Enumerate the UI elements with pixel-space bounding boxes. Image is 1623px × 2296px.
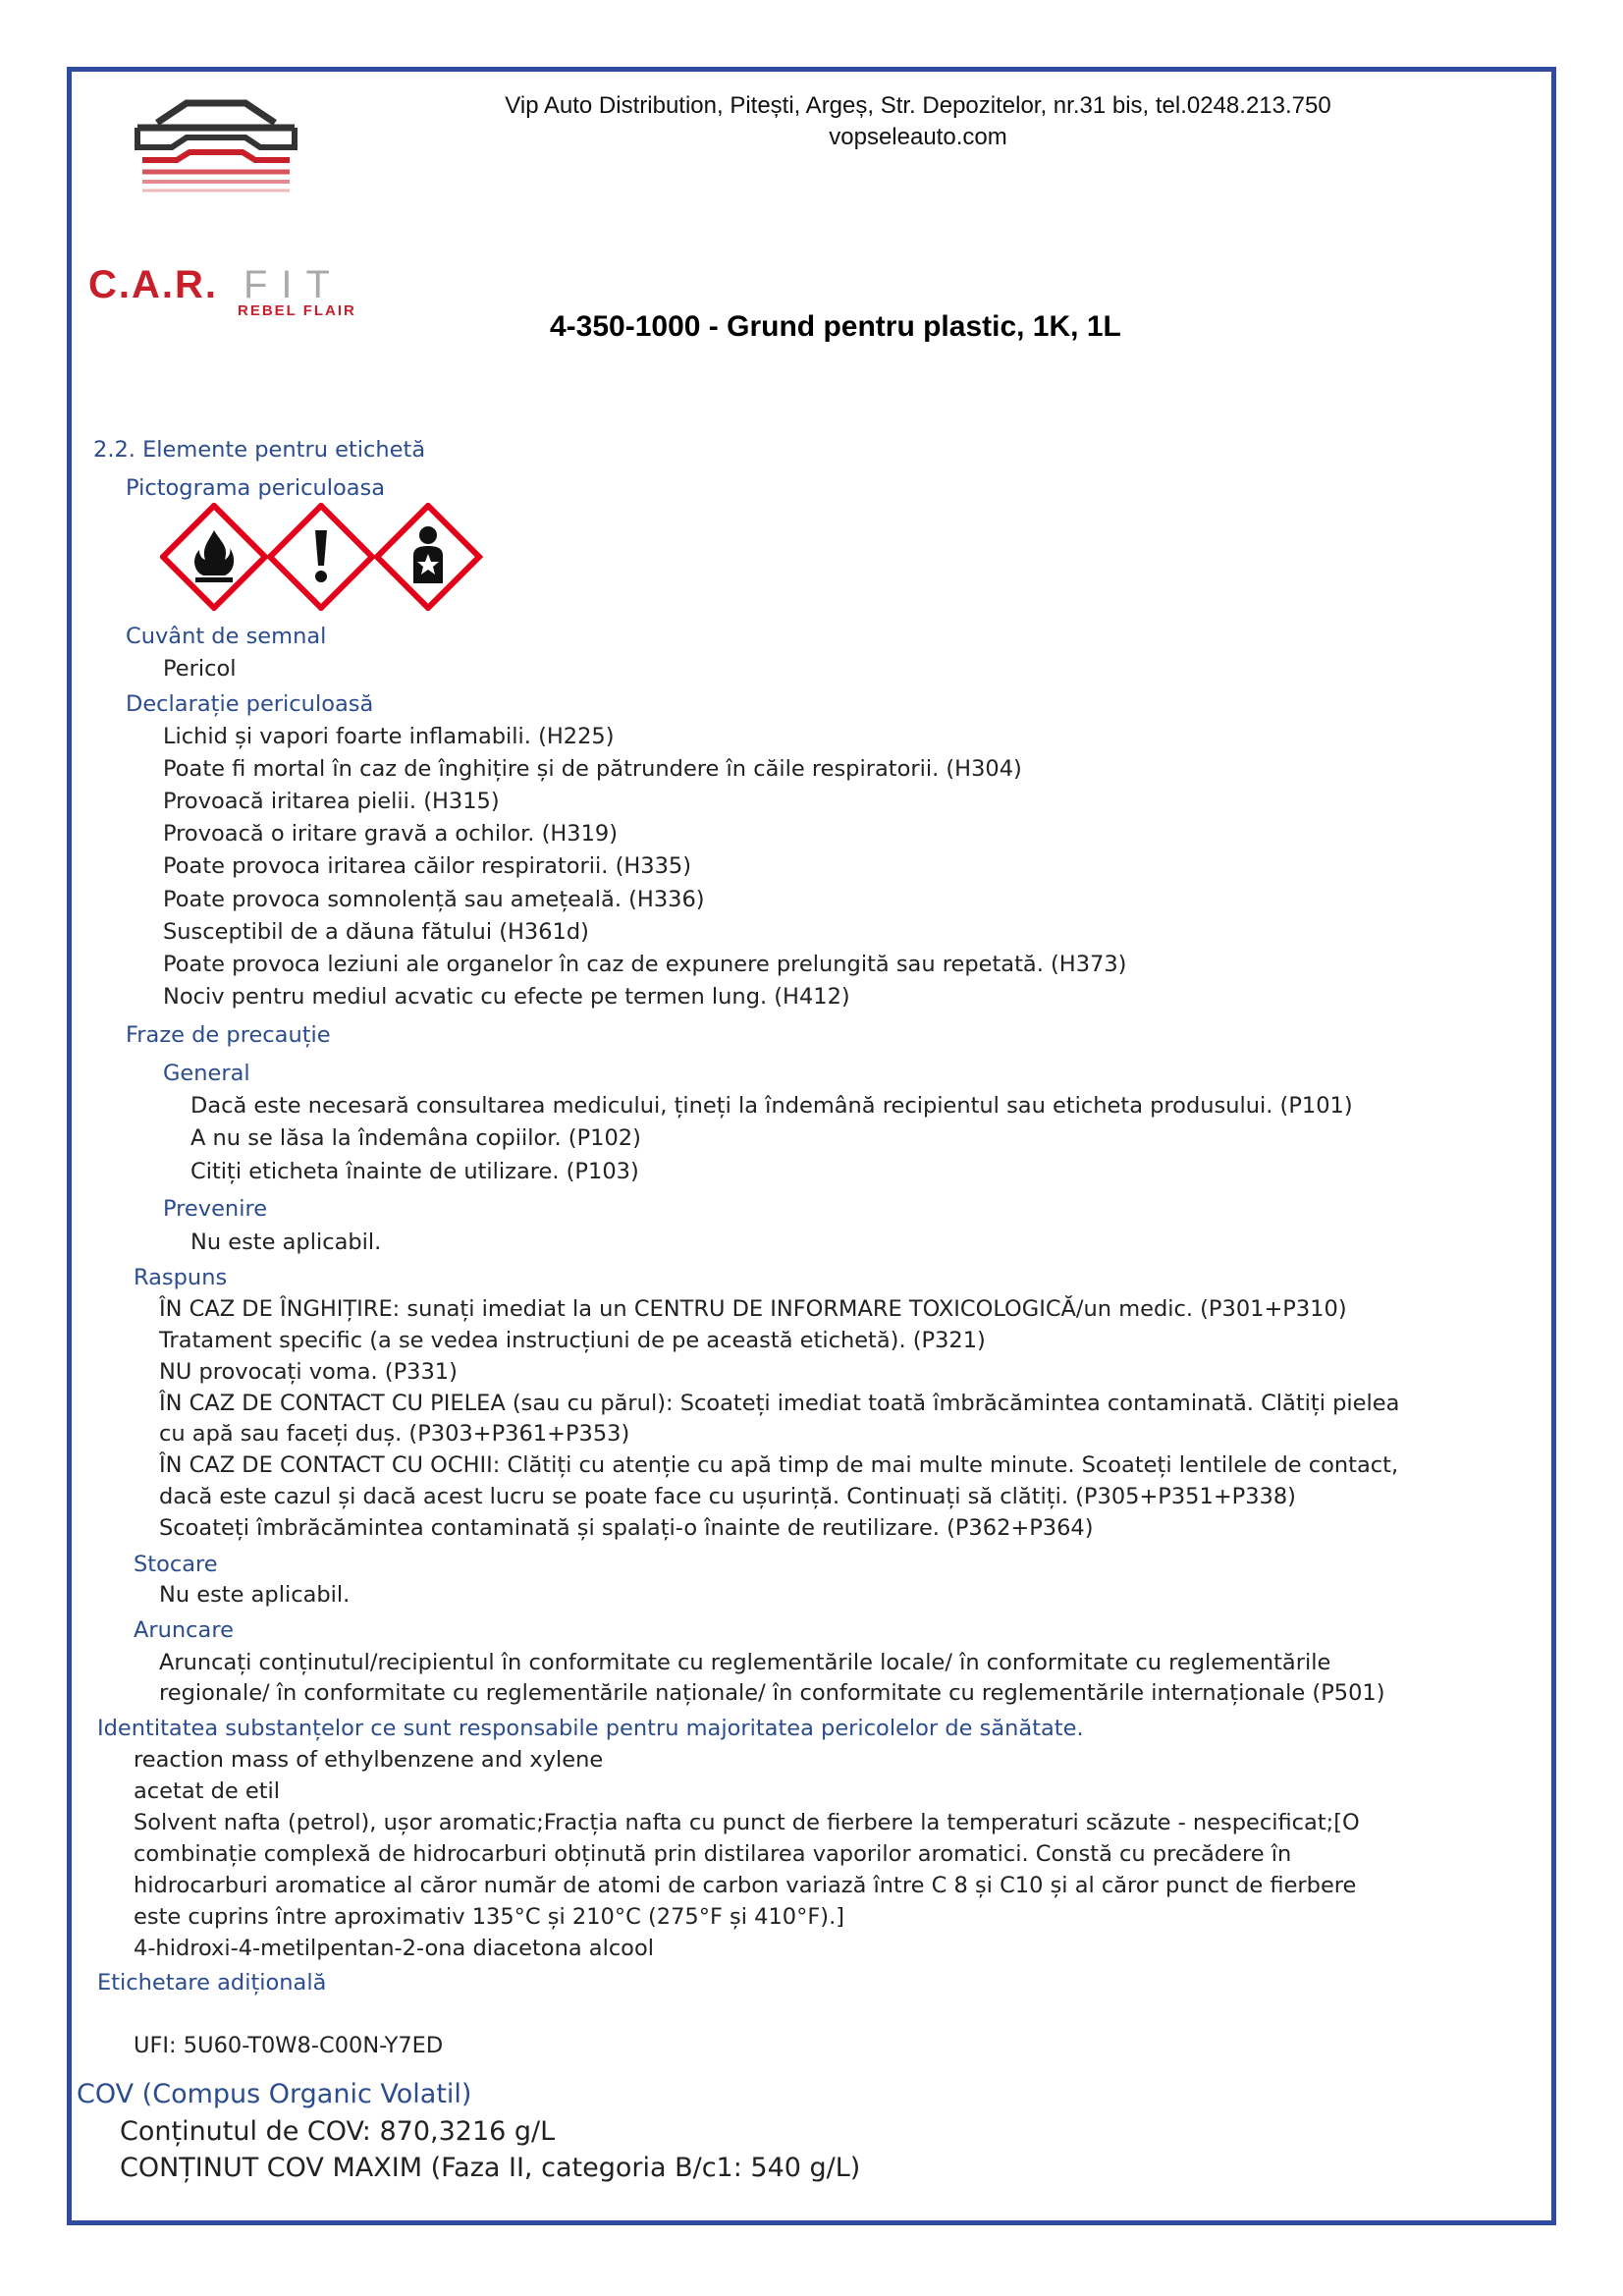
additional-labeling-heading: Etichetare adițională xyxy=(97,1970,327,1995)
identity-line: este cuprins între aproximativ 135°C și 210°C (275°F și 410°F).] xyxy=(134,1904,845,1930)
disposal-heading: Aruncare xyxy=(134,1617,234,1643)
brand-fit: FIT xyxy=(243,263,344,306)
hazard-statement: Poate provoca iritarea căilor respiratorii. (H335) xyxy=(163,853,692,879)
flame-icon xyxy=(163,506,265,608)
section-title: 2.2. Elemente pentru etichetă xyxy=(93,437,426,463)
storage-heading: Stocare xyxy=(134,1552,218,1577)
response-line: dacă este cazul și dacă acest lucru se poate face cu ușurință. Continuați să clătiți. (P305+P351+P338) xyxy=(159,1484,1296,1509)
voc-heading: COV (Compus Organic Volatil) xyxy=(77,2079,472,2109)
hazard-statement: Provoacă iritarea pielii. (H315) xyxy=(163,789,500,814)
general-item: Dacă este necesară consultarea medicului, țineți la îndemână recipientul sau eticheta produsului. (P101) xyxy=(190,1093,1353,1119)
identity-line: acetat de etil xyxy=(134,1778,281,1804)
hazard-statement: Poate provoca somnolență sau amețeală. (H336) xyxy=(163,887,705,912)
health-hazard-icon xyxy=(377,506,479,608)
response-line: ÎN CAZ DE CONTACT CU OCHII: Clătiți cu atenție cu apă timp de mai multe minute. Scoateți lentilele de contact, xyxy=(159,1452,1399,1478)
hazard-statement: Poate provoca leziuni ale organelor în caz de expunere prelungită sau repetată. (H373) xyxy=(163,952,1127,977)
identity-heading: Identitatea substanțelor ce sunt responsabile pentru majoritatea pericolelor de sănătate. xyxy=(97,1716,1084,1741)
storage-text: Nu este aplicabil. xyxy=(159,1582,351,1608)
general-item: A nu se lăsa la îndemâna copiilor. (P102) xyxy=(190,1125,641,1151)
document-title: 4-350-1000 - Grund pentru plastic, 1K, 1L xyxy=(550,310,1121,343)
signal-word-heading: Cuvânt de semnal xyxy=(126,624,327,649)
response-line: NU provocați voma. (P331) xyxy=(159,1359,458,1385)
voc-max: CONȚINUT COV MAXIM (Faza II, categoria B/c1: 540 g/L) xyxy=(120,2153,861,2183)
hazard-statement: Nociv pentru mediul acvatic cu efecte pe termen lung. (H412) xyxy=(163,984,850,1010)
general-heading: General xyxy=(163,1061,250,1086)
response-line: Tratament specific (a se vedea instrucțiuni de pe această etichetă). (P321) xyxy=(159,1328,986,1353)
exclamation-icon xyxy=(270,506,372,608)
brand-tagline: REBEL FLAIR xyxy=(238,302,356,319)
hazard-statement: Lichid și vapori foarte inflamabili. (H225) xyxy=(163,724,615,749)
identity-line: reaction mass of ethylbenzene and xylene xyxy=(134,1747,604,1773)
precaution-heading: Fraze de precauție xyxy=(126,1022,331,1048)
signal-word: Pericol xyxy=(163,656,237,682)
company-website: vopseleauto.com xyxy=(829,124,1007,150)
prevention-heading: Prevenire xyxy=(163,1196,268,1222)
response-line: Scoateți îmbrăcămintea contaminată și spalați-o înainte de reutilizare. (P362+P364) xyxy=(159,1515,1094,1541)
voc-content: Conținutul de COV: 870,3216 g/L xyxy=(120,2116,556,2147)
hazard-pictograms xyxy=(160,503,484,611)
ufi-code: UFI: 5U60-T0W8-C00N-Y7ED xyxy=(134,2033,444,2058)
hazard-statement: Susceptibil de a dăuna fătului (H361d) xyxy=(163,919,589,945)
identity-line: Solvent nafta (petrol), ușor aromatic;Fracția nafta cu punct de fierbere la temperaturi scăzute - nespecificat;[O xyxy=(134,1810,1360,1835)
identity-line: hidrocarburi aromatice al căror număr de atomi de carbon variază între C 8 și C10 și al căror punct de fierbere xyxy=(134,1873,1357,1898)
brand-main: C.A.R. xyxy=(88,263,218,306)
general-item: Citiți eticheta înainte de utilizare. (P103) xyxy=(190,1159,639,1184)
hazard-statement: Poate fi mortal în caz de înghițire și de pătrundere în căile respiratorii. (H304) xyxy=(163,756,1022,782)
response-heading: Raspuns xyxy=(134,1265,228,1290)
identity-line: combinație complexă de hidrocarburi obținută prin distilarea vaporilor aromatici. Constă cu precădere în xyxy=(134,1841,1292,1867)
company-address: Vip Auto Distribution, Pitești, Argeș, Str. Depozitelor, nr.31 bis, tel.0248.213.750 xyxy=(505,92,1331,119)
pictogram-heading: Pictograma periculoasa xyxy=(126,475,386,501)
response-line: ÎN CAZ DE ÎNGHIȚIRE: sunați imediat la un CENTRU DE INFORMARE TOXICOLOGICĂ/un medic. (P301+P310) xyxy=(159,1296,1347,1322)
disposal-line: Aruncați conținutul/recipientul în conformitate cu reglementările locale/ în conformitate cu reglementările xyxy=(159,1650,1331,1675)
prevention-text: Nu este aplicabil. xyxy=(190,1230,382,1255)
identity-line: 4-hidroxi-4-metilpentan-2-ona diacetona alcool xyxy=(134,1936,654,1961)
response-line: cu apă sau faceți duș. (P303+P361+P353) xyxy=(159,1421,630,1447)
hazard-statement: Provoacă o iritare gravă a ochilor. (H319) xyxy=(163,821,618,847)
disposal-line: regionale/ în conformitate cu reglementările naționale/ în conformitate cu reglementările internaționale (P501) xyxy=(159,1680,1385,1706)
hazard-statements-heading: Declarație periculoasă xyxy=(126,691,374,717)
response-line: ÎN CAZ DE CONTACT CU PIELEA (sau cu părul): Scoateți imediat toată îmbrăcămintea contaminată. Clătiți pielea xyxy=(159,1391,1400,1416)
